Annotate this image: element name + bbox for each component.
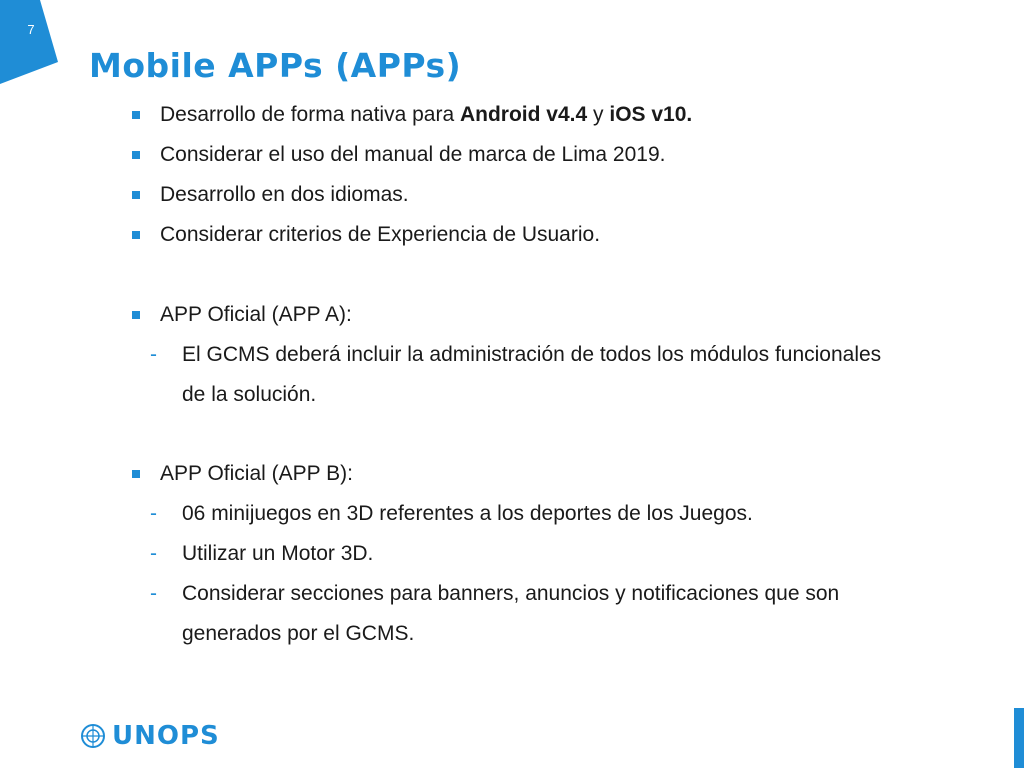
dash-marker: - — [150, 343, 157, 366]
dash-marker: - — [150, 502, 157, 525]
bullet-app-b: APP Oficial (APP B): — [160, 462, 353, 485]
logo-text: UNOPS — [112, 721, 220, 751]
bullet-text-joiner: y — [587, 103, 610, 126]
unops-logo — [80, 722, 220, 750]
bullet-marker — [132, 231, 140, 239]
bullet-bold-android: Android v4.4 — [459, 103, 588, 126]
sub-item-gcms-line2: de la solución. — [182, 383, 317, 406]
sub-item-3d-engine: Utilizar un Motor 3D. — [182, 542, 374, 565]
edge-accent-bar — [1014, 708, 1024, 768]
bullet-bold-ios: iOS v10. — [609, 103, 693, 126]
bullet-marker — [132, 311, 140, 319]
dash-marker: - — [150, 582, 157, 605]
bullet-text: Desarrollo de forma nativa para — [160, 103, 460, 126]
bullet-marker — [132, 111, 140, 119]
page-title: Mobile APPs (APPs) — [89, 46, 462, 85]
bullet-marker — [132, 151, 140, 159]
dash-marker: - — [150, 542, 157, 565]
sub-item-gcms-line1: El GCMS deberá incluir la administración de todos los módulos funcionales — [182, 343, 882, 366]
bullet-ux: Considerar criterios de Experiencia de Usuario. — [160, 223, 601, 246]
sub-item-minigames: 06 minijuegos en 3D referentes a los deportes de los Juegos. — [182, 502, 753, 525]
corner-decoration — [0, 0, 62, 84]
bullet-marker — [132, 470, 140, 478]
un-emblem-icon — [80, 723, 106, 749]
bullet-languages: Desarrollo en dos idiomas. — [160, 183, 409, 206]
bullet-android-ios — [160, 102, 692, 128]
bullet-marker — [132, 191, 140, 199]
sub-item-banners-line2: generados por el GCMS. — [182, 622, 415, 645]
bullet-brand-manual: Considerar el uso del manual de marca de Lima 2019. — [160, 143, 666, 166]
slide-number: 7 — [27, 22, 35, 37]
sub-item-banners-line1: Considerar secciones para banners, anuncios y notificaciones que son — [182, 582, 840, 605]
bullet-app-a: APP Oficial (APP A): — [160, 303, 352, 326]
